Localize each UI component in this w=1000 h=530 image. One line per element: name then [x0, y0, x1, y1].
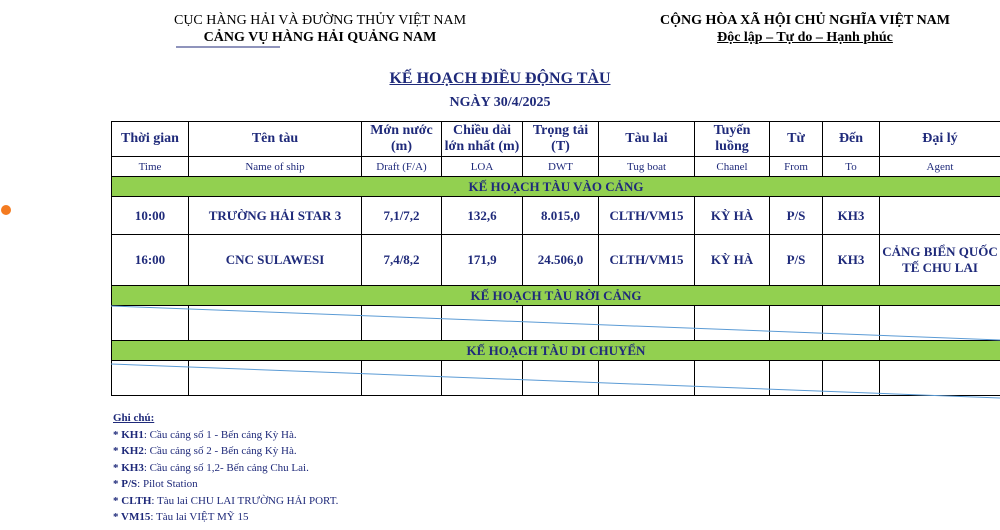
cell-from: P/S	[770, 197, 823, 235]
note-item	[113, 427, 338, 444]
note-text: : Cầu cảng số 1 - Bến cảng Kỳ Hà.	[143, 428, 297, 441]
cell-dwt: 24.506,0	[523, 235, 599, 286]
section-title-departure: KẾ HOẠCH TÀU RỜI CẢNG	[112, 286, 1000, 306]
col-subheader-from: From	[770, 157, 823, 177]
cell-to: KH3	[823, 197, 880, 235]
cell-tug: CLTH/VM15	[599, 235, 695, 286]
cell-loa: 132,6	[442, 197, 523, 235]
col-header-dwt: Trọng tải (T)	[523, 122, 599, 157]
col-header-tug: Tàu lai	[599, 122, 695, 157]
cell-time: 10:00	[112, 197, 189, 235]
document-title: KẾ HOẠCH ĐIỀU ĐỘNG TÀU	[389, 70, 611, 87]
col-subheader-dwt: DWT	[523, 157, 599, 177]
note-item	[113, 476, 338, 493]
strike-line-shifting	[111, 364, 1000, 398]
notes-section	[113, 410, 338, 526]
cell-from: P/S	[770, 235, 823, 286]
country-name: CỘNG HÒA XÃ HỘI CHỦ NGHĨA VIỆT NAM	[659, 13, 950, 28]
col-header-agent: Đại lý	[880, 122, 1000, 157]
note-text: : Cầu cảng số 1,2- Bến cảng Chu Lai.	[143, 461, 309, 474]
port-authority-name: CẢNG VỤ HÀNG HẢI QUẢNG NAM	[203, 30, 437, 45]
col-subheader-agent: Agent	[880, 157, 1000, 177]
cell-time: 16:00	[112, 235, 189, 286]
col-subheader-time: Time	[112, 157, 189, 177]
notes-title: Ghi chú:	[113, 412, 155, 424]
section-title-shifting: KẾ HOẠCH TÀU DI CHUYỂN	[112, 341, 1000, 361]
col-header-draft: Mớn nước (m)	[362, 122, 442, 157]
col-header-from: Từ	[770, 122, 823, 157]
col-subheader-channel: Chanel	[695, 157, 770, 177]
col-subheader-draft: Draft (F/A)	[362, 157, 442, 177]
section-title-arrival: KẾ HOẠCH TÀU VÀO CẢNG	[112, 177, 1000, 197]
col-header-channel: Tuyến luồng	[695, 122, 770, 157]
note-item	[113, 493, 338, 510]
cell-to: KH3	[823, 235, 880, 286]
col-subheader-loa: LOA	[442, 157, 523, 177]
note-text: : Pilot Station	[137, 478, 198, 490]
note-item	[113, 443, 338, 460]
col-header-ship: Tên tàu	[189, 122, 362, 157]
agency-name: CỤC HÀNG HẢI VÀ ĐƯỜNG THỦY VIỆT NAM	[173, 13, 467, 28]
note-item	[113, 460, 338, 477]
note-code: * CLTH	[113, 494, 152, 507]
note-text: : Cầu cảng số 2 - Bến cảng Kỳ Hà.	[143, 445, 297, 457]
note-text: : Tàu lai VIỆT MỸ 15	[150, 511, 249, 523]
col-header-to: Đến	[823, 122, 880, 157]
cell-ship-name: TRƯỜNG HẢI STAR 3	[189, 197, 362, 235]
cell-dwt: 8.015,0	[523, 197, 599, 235]
note-text: : Tàu lai CHU LAI TRƯỜNG HẢI PORT.	[151, 494, 339, 507]
note-code: * KH3	[113, 461, 144, 474]
cell-agent: CẢNG BIỂN QUỐC TẾ CHU LAI	[880, 235, 1000, 286]
cell-channel: KỲ HÀ	[695, 235, 770, 286]
note-code: * KH2	[113, 445, 144, 457]
cell-ship-name: CNC SULAWESI	[189, 235, 362, 286]
col-subheader-ship: Name of ship	[189, 157, 362, 177]
cell-tug: CLTH/VM15	[599, 197, 695, 235]
col-subheader-to: To	[823, 157, 880, 177]
cell-draft: 7,1/7,2	[362, 197, 442, 235]
cell-draft: 7,4/8,2	[362, 235, 442, 286]
strike-line-departure	[111, 306, 1000, 340]
col-header-time: Thời gian	[112, 122, 189, 157]
note-code: * VM15	[113, 511, 151, 523]
note-code: * KH1	[113, 428, 144, 441]
note-code: * P/S	[113, 478, 138, 490]
cell-loa: 171,9	[442, 235, 523, 286]
national-motto: Độc lập – Tự do – Hạnh phúc	[717, 30, 893, 45]
col-header-loa: Chiều dài lớn nhất (m)	[442, 122, 523, 157]
note-item	[113, 509, 338, 526]
cell-channel: KỲ HÀ	[695, 197, 770, 235]
col-subheader-tug: Tug boat	[599, 157, 695, 177]
document-date: NGÀY 30/4/2025	[449, 95, 551, 110]
